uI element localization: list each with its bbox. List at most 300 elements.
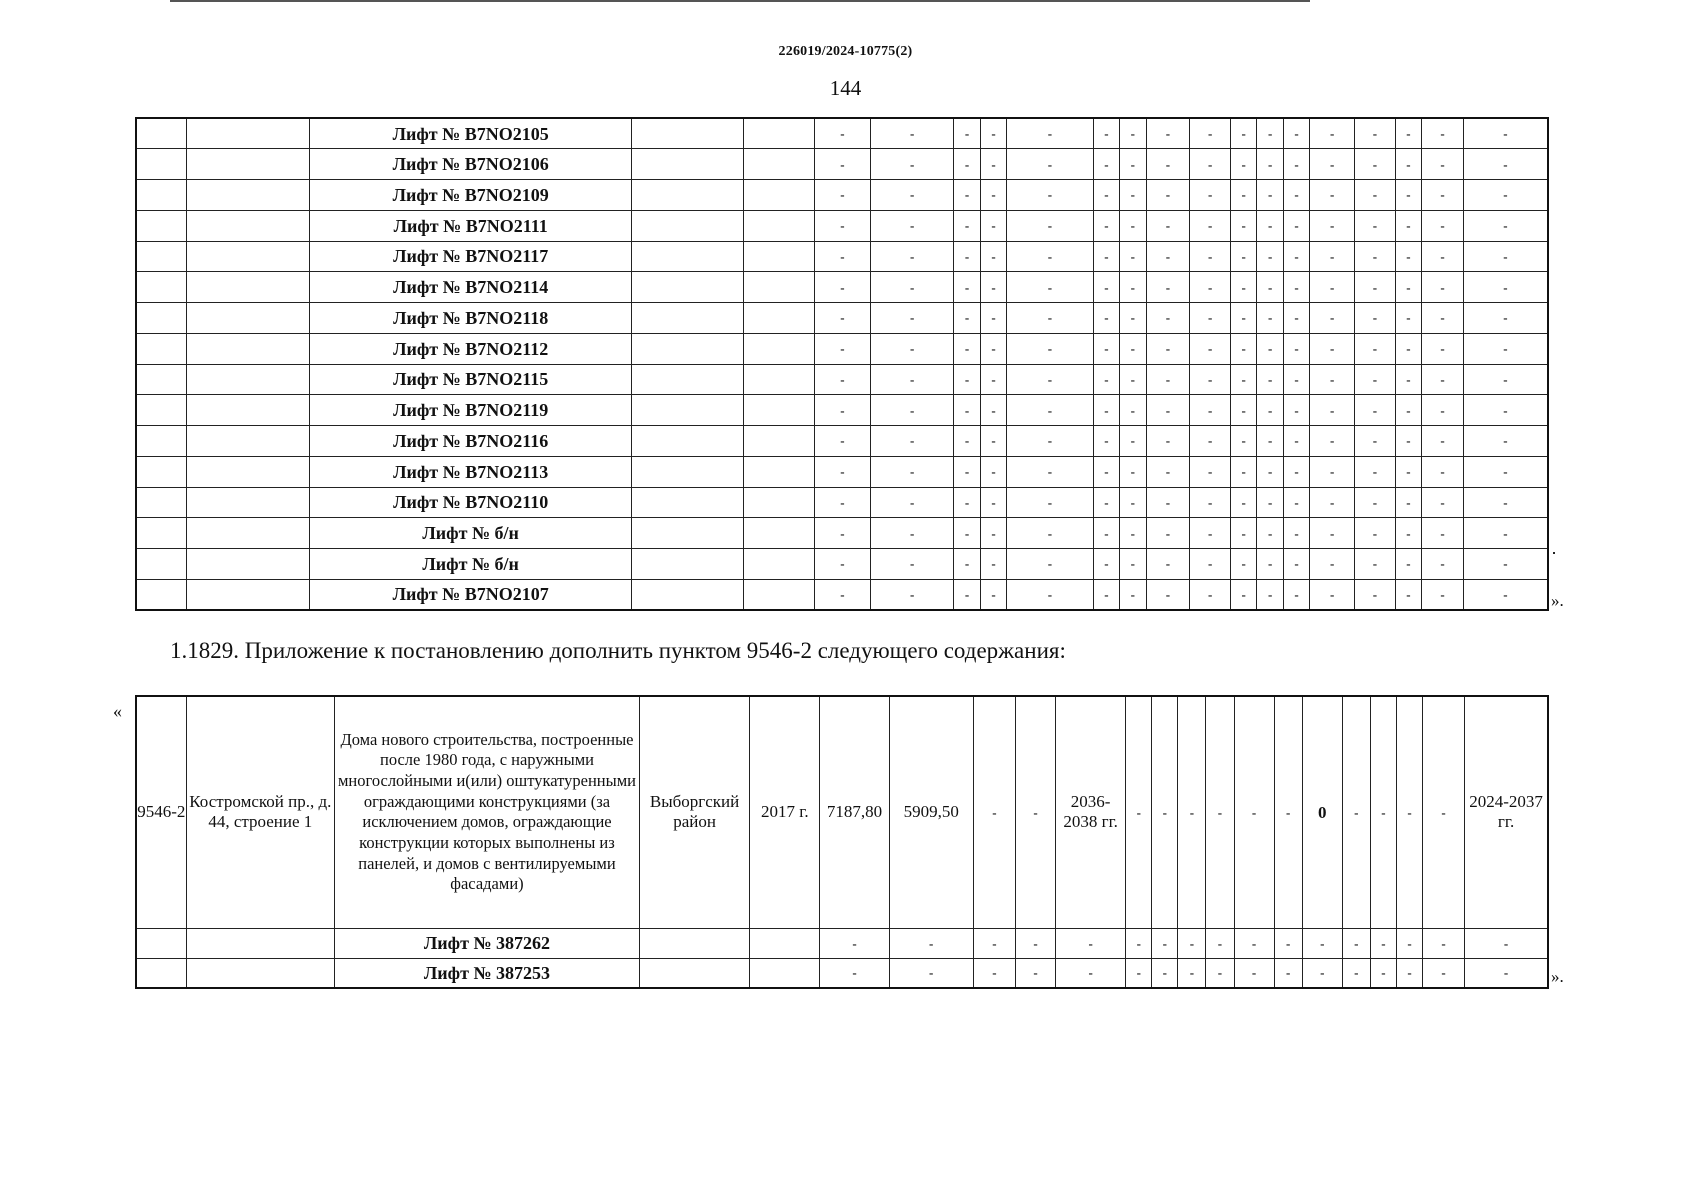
dash-cell: - <box>1422 272 1464 303</box>
dash-cell: - <box>1093 272 1119 303</box>
dash-cell: - <box>1257 549 1283 580</box>
dash-cell: - <box>1257 118 1283 149</box>
dash-cell: - <box>1283 426 1309 457</box>
dash-cell: - <box>973 958 1015 988</box>
dash-cell: - <box>1355 303 1396 334</box>
table-row <box>136 456 1548 487</box>
dash-cell: - <box>1190 272 1231 303</box>
dash-cell: - <box>1274 928 1302 958</box>
address-cell: Костромской пр., д. 44, строение 1 <box>186 696 334 928</box>
dash-cell: - <box>1283 241 1309 272</box>
dash-cell: - <box>980 210 1006 241</box>
dash-cell: - <box>814 426 870 457</box>
dash-cell: - <box>1190 518 1231 549</box>
dash-cell: - <box>1396 928 1422 958</box>
item-number-cell: 9546-2 <box>136 696 186 928</box>
dash-cell: - <box>1274 958 1302 988</box>
empty-cell <box>136 928 186 958</box>
dash-cell: - <box>1190 487 1231 518</box>
empty-cell <box>136 303 187 334</box>
dash-cell: - <box>1120 579 1146 610</box>
dash-cell: - <box>1007 118 1093 149</box>
empty-cell <box>743 180 814 211</box>
empty-cell <box>631 118 743 149</box>
dash-cell: - <box>1422 149 1464 180</box>
lift-name-cell: Лифт № 387262 <box>335 928 640 958</box>
dash-cell: - <box>1093 333 1119 364</box>
dash-cell: - <box>1463 118 1548 149</box>
dash-cell: - <box>973 696 1015 928</box>
dash-cell: - <box>1152 958 1178 988</box>
empty-cell <box>631 241 743 272</box>
table-row <box>136 241 1548 272</box>
dash-cell: - <box>1007 272 1093 303</box>
dash-cell: - <box>1395 210 1421 241</box>
empty-cell <box>743 149 814 180</box>
dash-cell: - <box>1152 696 1178 928</box>
dash-cell: - <box>1395 395 1421 426</box>
dash-cell: - <box>1355 333 1396 364</box>
dash-cell: - <box>1146 579 1190 610</box>
dash-cell: - <box>1422 210 1464 241</box>
empty-cell <box>631 333 743 364</box>
dash-cell: - <box>1355 456 1396 487</box>
empty-cell <box>631 149 743 180</box>
dash-cell: - <box>1463 487 1548 518</box>
dash-cell: - <box>1093 456 1119 487</box>
dash-cell: - <box>1120 180 1146 211</box>
dash-cell: - <box>889 928 973 958</box>
dash-cell: - <box>954 579 980 610</box>
dash-cell: - <box>870 118 953 149</box>
empty-cell <box>631 303 743 334</box>
dash-cell: - <box>954 272 980 303</box>
dash-cell: - <box>1230 579 1256 610</box>
closing-quote-1: ». <box>1551 591 1564 610</box>
dash-cell: - <box>1007 456 1093 487</box>
dash-cell: - <box>1423 696 1465 928</box>
lift-name-cell: Лифт № б/н <box>310 549 631 580</box>
dash-cell: - <box>1230 272 1256 303</box>
dash-cell: - <box>1395 149 1421 180</box>
dash-cell: - <box>1396 696 1422 928</box>
top-rule <box>170 0 1310 2</box>
dash-cell: - <box>1463 180 1548 211</box>
empty-cell <box>750 928 820 958</box>
table-row <box>136 395 1548 426</box>
dash-cell: - <box>1395 456 1421 487</box>
dash-cell: - <box>980 118 1006 149</box>
dash-cell: - <box>814 487 870 518</box>
total-area-cell: 7187,80 <box>820 696 889 928</box>
table-row <box>136 579 1548 610</box>
dash-cell: - <box>1190 118 1231 149</box>
dash-cell: - <box>1120 426 1146 457</box>
dash-cell: - <box>1395 579 1421 610</box>
dash-cell: - <box>1120 395 1146 426</box>
dash-cell: - <box>1230 518 1256 549</box>
dash-cell: - <box>1283 303 1309 334</box>
dash-cell: - <box>1463 241 1548 272</box>
dash-cell: - <box>1120 303 1146 334</box>
section-heading: 1.1829. Приложение к постановлению дополнить пунктом 9546-2 следующего содержания: <box>170 638 1066 663</box>
dash-cell: - <box>1342 696 1370 928</box>
table-row <box>136 210 1548 241</box>
dash-cell: - <box>1230 456 1256 487</box>
dash-cell: - <box>1257 518 1283 549</box>
lift-name-cell: Лифт № B7NO2105 <box>310 118 631 149</box>
dash-cell: - <box>1302 958 1342 988</box>
dash-cell: - <box>980 518 1006 549</box>
empty-cell <box>136 518 187 549</box>
dash-cell: - <box>1370 958 1396 988</box>
item-main-row <box>136 696 1548 928</box>
dash-cell: - <box>980 180 1006 211</box>
dash-cell: - <box>1120 272 1146 303</box>
dash-cell: - <box>1007 395 1093 426</box>
empty-cell <box>750 958 820 988</box>
dash-cell: - <box>1230 180 1256 211</box>
dash-cell: - <box>980 395 1006 426</box>
table-row <box>136 549 1548 580</box>
empty-cell <box>743 272 814 303</box>
dash-cell: - <box>1283 210 1309 241</box>
dash-cell: - <box>1283 272 1309 303</box>
dash-cell: - <box>1007 241 1093 272</box>
dash-cell: - <box>889 958 973 988</box>
dash-cell: - <box>1355 118 1396 149</box>
empty-cell <box>187 364 310 395</box>
dash-cell: - <box>1146 118 1190 149</box>
empty-cell <box>631 210 743 241</box>
dash-cell: - <box>1395 364 1421 395</box>
dash-cell: - <box>1234 958 1274 988</box>
dash-cell: - <box>814 333 870 364</box>
dash-cell: - <box>1310 549 1355 580</box>
dash-cell: - <box>954 395 980 426</box>
dash-cell: - <box>1206 958 1234 988</box>
dash-cell: - <box>870 364 953 395</box>
lift-name-cell: Лифт № B7NO2107 <box>310 579 631 610</box>
dash-cell: - <box>1093 210 1119 241</box>
dash-cell: - <box>954 118 980 149</box>
dash-cell: - <box>1463 272 1548 303</box>
dash-cell: - <box>1146 549 1190 580</box>
dash-cell: - <box>1395 333 1421 364</box>
dash-cell: - <box>1120 210 1146 241</box>
dash-cell: - <box>1310 456 1355 487</box>
dash-cell: - <box>870 549 953 580</box>
dash-cell: - <box>1422 118 1464 149</box>
dash-cell: - <box>1120 241 1146 272</box>
dash-cell: - <box>1230 395 1256 426</box>
table-row <box>136 180 1548 211</box>
dash-cell: - <box>980 456 1006 487</box>
living-area-cell: 5909,50 <box>889 696 973 928</box>
dash-cell: - <box>1257 456 1283 487</box>
description-cell: Дома нового строительства, построенные после 1980 года, с наружными многослойными и(или) оштукатуренными ограждающими конструкциями (за исключением домов, ограждающие конструкции которых выполнены из панелей, и домов с вентилируемыми фасадами) <box>335 696 640 928</box>
dash-cell: - <box>1422 549 1464 580</box>
dash-cell: - <box>1283 579 1309 610</box>
dash-cell: - <box>1056 928 1126 958</box>
dash-cell: - <box>1423 928 1465 958</box>
dash-cell: - <box>1190 579 1231 610</box>
empty-cell <box>743 210 814 241</box>
empty-cell <box>187 579 310 610</box>
dash-cell: - <box>980 333 1006 364</box>
table-row <box>136 518 1548 549</box>
empty-cell <box>136 549 187 580</box>
dash-cell: - <box>980 241 1006 272</box>
dash-cell: - <box>1120 333 1146 364</box>
lift-name-cell: Лифт № B7NO2111 <box>310 210 631 241</box>
dash-cell: - <box>1093 118 1119 149</box>
dash-cell: - <box>1146 395 1190 426</box>
dash-cell: - <box>1342 928 1370 958</box>
table-row <box>136 333 1548 364</box>
dash-cell: - <box>1230 118 1256 149</box>
dash-cell: - <box>1120 487 1146 518</box>
facade-period-cell: 2036-2038 гг. <box>1056 696 1126 928</box>
dash-cell: - <box>1463 149 1548 180</box>
empty-cell <box>186 958 334 988</box>
dash-cell: - <box>1230 364 1256 395</box>
dash-cell: - <box>954 210 980 241</box>
final-period-cell: 2024-2037 гг. <box>1465 696 1548 928</box>
empty-cell <box>743 426 814 457</box>
dash-cell: - <box>814 456 870 487</box>
dash-cell: - <box>954 549 980 580</box>
dash-cell: - <box>1120 118 1146 149</box>
dash-cell: - <box>1422 579 1464 610</box>
dash-cell: - <box>1007 518 1093 549</box>
dash-cell: - <box>1146 364 1190 395</box>
dash-cell: - <box>1257 364 1283 395</box>
empty-cell <box>187 303 310 334</box>
dash-cell: - <box>1190 241 1231 272</box>
dash-cell: - <box>1310 118 1355 149</box>
empty-cell <box>136 364 187 395</box>
dash-cell: - <box>1146 210 1190 241</box>
dash-cell: - <box>1422 241 1464 272</box>
dash-cell: - <box>1463 210 1548 241</box>
dash-cell: - <box>870 456 953 487</box>
lift-table-continuation <box>135 117 1549 611</box>
dash-cell: - <box>1395 426 1421 457</box>
dash-cell: - <box>1257 303 1283 334</box>
dash-cell: - <box>1395 549 1421 580</box>
dash-cell: - <box>1463 364 1548 395</box>
dash-cell: - <box>973 928 1015 958</box>
dash-cell: - <box>1396 958 1422 988</box>
dash-cell: - <box>1355 364 1396 395</box>
dash-cell: - <box>870 272 953 303</box>
dash-cell: - <box>1093 395 1119 426</box>
table-row <box>136 118 1548 149</box>
dash-cell: - <box>1283 118 1309 149</box>
table-row <box>136 487 1548 518</box>
dash-cell: - <box>870 149 953 180</box>
dash-cell: - <box>1152 928 1178 958</box>
dash-cell: - <box>1126 928 1152 958</box>
empty-cell <box>631 364 743 395</box>
dash-cell: - <box>1007 426 1093 457</box>
empty-cell <box>743 333 814 364</box>
dash-cell: - <box>1355 518 1396 549</box>
dash-cell: - <box>1178 958 1206 988</box>
dash-cell: - <box>1120 149 1146 180</box>
dash-cell: - <box>1463 549 1548 580</box>
dash-cell: - <box>1146 426 1190 457</box>
empty-cell <box>136 333 187 364</box>
dash-cell: - <box>1283 518 1309 549</box>
dash-cell: - <box>1093 149 1119 180</box>
dash-cell: - <box>1120 518 1146 549</box>
dash-cell: - <box>1283 395 1309 426</box>
dash-cell: - <box>814 303 870 334</box>
dash-cell: - <box>1257 210 1283 241</box>
table-row <box>136 272 1548 303</box>
empty-cell <box>743 579 814 610</box>
dash-cell: - <box>1395 118 1421 149</box>
dash-cell: - <box>1093 549 1119 580</box>
dash-cell: - <box>954 241 980 272</box>
dash-cell: - <box>1310 364 1355 395</box>
dash-cell: - <box>1230 241 1256 272</box>
table-row <box>136 364 1548 395</box>
dash-cell: - <box>1422 180 1464 211</box>
dash-cell: - <box>814 241 870 272</box>
dash-cell: - <box>1093 426 1119 457</box>
empty-cell <box>743 487 814 518</box>
dash-cell: - <box>1463 426 1548 457</box>
dash-cell: - <box>980 579 1006 610</box>
empty-cell <box>631 456 743 487</box>
dash-cell: - <box>954 518 980 549</box>
dash-cell: - <box>814 579 870 610</box>
dash-cell: - <box>1422 364 1464 395</box>
dash-cell: - <box>1093 579 1119 610</box>
lift-name-cell: Лифт № 387253 <box>335 958 640 988</box>
dash-cell: - <box>1422 426 1464 457</box>
opening-quote: « <box>113 701 122 721</box>
dash-cell: - <box>1465 928 1548 958</box>
dash-cell: - <box>1355 426 1396 457</box>
dash-cell: - <box>1230 210 1256 241</box>
dash-cell: - <box>1370 696 1396 928</box>
dash-cell: - <box>1422 303 1464 334</box>
lift-name-cell: Лифт № B7NO2116 <box>310 426 631 457</box>
dash-cell: - <box>1355 180 1396 211</box>
dash-cell: - <box>1230 487 1256 518</box>
dash-cell: - <box>1395 241 1421 272</box>
lift-name-cell: Лифт № B7NO2106 <box>310 149 631 180</box>
dash-cell: - <box>870 487 953 518</box>
dash-cell: - <box>1310 303 1355 334</box>
dash-cell: - <box>1146 272 1190 303</box>
dash-cell: - <box>1422 395 1464 426</box>
empty-cell <box>187 456 310 487</box>
dash-cell: - <box>1230 149 1256 180</box>
dash-cell: - <box>814 518 870 549</box>
empty-cell <box>743 395 814 426</box>
dash-cell: - <box>1190 303 1231 334</box>
year-cell: 2017 г. <box>750 696 820 928</box>
dash-cell: - <box>1463 456 1548 487</box>
dash-cell: - <box>1283 487 1309 518</box>
dash-cell: - <box>1015 696 1055 928</box>
empty-cell <box>631 180 743 211</box>
dash-cell: - <box>1310 241 1355 272</box>
dash-cell: - <box>1355 395 1396 426</box>
dash-cell: - <box>1355 549 1396 580</box>
dash-cell: - <box>870 241 953 272</box>
lift-name-cell: Лифт № B7NO2114 <box>310 272 631 303</box>
dash-cell: - <box>1120 549 1146 580</box>
empty-cell <box>631 487 743 518</box>
empty-cell <box>743 118 814 149</box>
empty-cell <box>136 180 187 211</box>
dash-cell: - <box>1178 928 1206 958</box>
lift-name-cell: Лифт № B7NO2112 <box>310 333 631 364</box>
empty-cell <box>136 958 186 988</box>
empty-cell <box>631 272 743 303</box>
dash-cell: - <box>954 149 980 180</box>
dash-cell: - <box>1126 696 1152 928</box>
empty-cell <box>136 456 187 487</box>
empty-cell <box>631 549 743 580</box>
dash-cell: - <box>1422 487 1464 518</box>
table-row <box>136 958 1548 988</box>
dash-cell: - <box>1007 549 1093 580</box>
dash-cell: - <box>1283 333 1309 364</box>
dash-cell: - <box>1422 333 1464 364</box>
dash-cell: - <box>870 210 953 241</box>
empty-cell <box>186 928 334 958</box>
dash-cell: - <box>1230 333 1256 364</box>
dash-cell: - <box>954 333 980 364</box>
empty-cell <box>187 518 310 549</box>
dash-cell: - <box>870 180 953 211</box>
dash-cell: - <box>1206 928 1234 958</box>
dash-cell: - <box>1190 180 1231 211</box>
dash-cell: - <box>870 518 953 549</box>
dash-cell: - <box>814 395 870 426</box>
dash-cell: - <box>1283 549 1309 580</box>
dash-cell: - <box>1190 333 1231 364</box>
empty-cell <box>136 426 187 457</box>
dash-cell: - <box>1463 333 1548 364</box>
dash-cell: - <box>1355 487 1396 518</box>
dash-cell: - <box>1257 426 1283 457</box>
dash-cell: - <box>870 333 953 364</box>
dash-cell: - <box>1007 149 1093 180</box>
dash-cell: - <box>1257 333 1283 364</box>
table-row <box>136 149 1548 180</box>
dash-cell: - <box>1190 426 1231 457</box>
dash-cell: - <box>814 180 870 211</box>
dash-cell: - <box>870 426 953 457</box>
empty-cell <box>136 241 187 272</box>
dash-cell: - <box>1015 958 1055 988</box>
dash-cell: - <box>1310 487 1355 518</box>
dash-cell: - <box>1093 303 1119 334</box>
dash-cell: - <box>1093 487 1119 518</box>
empty-cell <box>136 118 187 149</box>
empty-cell <box>136 487 187 518</box>
dash-cell: - <box>1190 149 1231 180</box>
dash-cell: - <box>1120 364 1146 395</box>
